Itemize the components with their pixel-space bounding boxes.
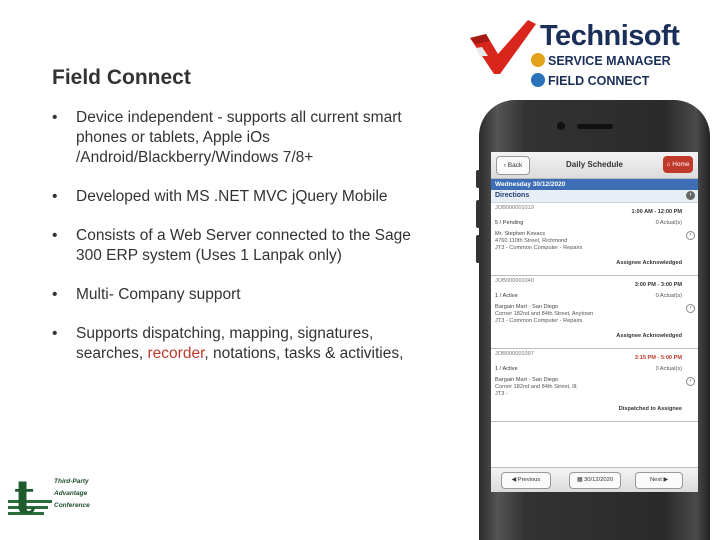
- phone-camera-icon: [557, 122, 565, 130]
- job-customer: Mr. Stephen Kovacs: [495, 231, 546, 237]
- field-connect-label: [548, 74, 649, 88]
- job-state: Assignee Acknowledged: [616, 333, 682, 339]
- job-state: Dispatched to Assignee: [618, 406, 682, 412]
- field-connect-text: FIELD CONNECT: [548, 74, 650, 88]
- next-button[interactable]: [635, 472, 683, 489]
- previous-button[interactable]: [501, 472, 551, 489]
- job-address: Corner 182nd and 84th Street, Ill;: [495, 384, 578, 390]
- phone-volume-up: [476, 200, 480, 228]
- bullet-developed-with: • Developed with MS .NET MVC jQuery Mobile: [52, 187, 412, 207]
- date-picker-button[interactable]: [569, 472, 621, 489]
- job-actuals: 0 Actual(s): [655, 366, 682, 372]
- home-icon: ⌂: [666, 161, 673, 168]
- field-connect-badge-icon: [531, 73, 545, 87]
- conf-line-2: Advantage: [54, 490, 88, 497]
- job-open-icon[interactable]: ›: [686, 231, 695, 240]
- home-button[interactable]: [663, 156, 693, 173]
- job-type: JT3 -: [495, 391, 508, 397]
- job-actuals: 0 Actual(s): [655, 220, 682, 226]
- job-item[interactable]: [491, 276, 698, 349]
- job-address: 4760 110th Street, Richmond: [495, 238, 568, 244]
- service-manager-label: [548, 54, 671, 68]
- bullet-multi-company: • Multi- Company support: [52, 285, 412, 305]
- technisoft-logo: [468, 14, 698, 94]
- job-item[interactable]: [491, 203, 698, 276]
- pager-bar: [491, 467, 698, 492]
- job-id: JOB000001019: [495, 205, 534, 211]
- job-customer: Bargain Mart - San Diego: [495, 304, 559, 310]
- directions-arrow-icon: ›: [686, 191, 695, 200]
- phone-volume-down: [476, 235, 480, 263]
- conf-line-3: Conference: [54, 502, 90, 509]
- phone-speaker: [577, 124, 613, 129]
- bullet-list: [52, 108, 412, 364]
- bullet-device-independent: • Device independent - supports all current smart phones or tablets, Apple iOs /Android/Blackberry/Windows 7/8+: [52, 108, 412, 168]
- service-manager-badge-icon: [531, 53, 545, 67]
- phone-screen: [491, 152, 698, 492]
- bullet-supports-tail: , notations, tasks & activities,: [204, 345, 404, 362]
- date-header: Wednesday 30/12/2020: [491, 179, 698, 190]
- home-label: Home: [672, 161, 690, 168]
- date-label: 30/12/2020: [584, 477, 614, 483]
- job-customer: Bargain Mart - San Diego: [495, 377, 559, 383]
- job-time: 3:15 PM - 5:00 PM: [634, 355, 682, 361]
- job-address: Corner 182nd and 84th Street, Anytown: [495, 311, 594, 317]
- slide-title: Field Connect: [52, 66, 191, 89]
- conference-logo: [4, 470, 124, 532]
- bullet-supports-text: Supports dispatching, mapping, signatures, searches,: [76, 325, 374, 362]
- brand-name: Technisoft: [540, 20, 680, 52]
- service-manager-text: SERVICE MANAGER: [548, 54, 671, 68]
- job-status: 1 / Active: [495, 366, 518, 372]
- calendar-icon: ▦: [576, 477, 585, 483]
- directions-row[interactable]: [491, 190, 698, 203]
- page-title: Daily Schedule: [566, 160, 623, 169]
- job-time: 1:00 AM - 12:00 PM: [631, 209, 682, 215]
- bullet-supports: [52, 324, 412, 364]
- job-status: 1 / Active: [495, 293, 518, 299]
- conf-t-mark-icon: t: [14, 470, 36, 524]
- bullet-supports-highlight: recorder: [147, 345, 205, 362]
- job-id: JOB000001040: [495, 278, 534, 284]
- job-open-icon[interactable]: ›: [686, 377, 695, 386]
- directions-label: Directions: [495, 192, 530, 199]
- back-chevron-icon: ‹: [503, 162, 508, 169]
- job-actuals: 0 Actual(s): [655, 293, 682, 299]
- prev-arrow-icon: ◀: [511, 477, 518, 483]
- next-label: Next: [650, 477, 662, 483]
- job-type: JT3 - Common Computer - Repairs: [495, 318, 583, 324]
- job-item[interactable]: [491, 349, 698, 422]
- conf-line-1: Third-Party: [54, 478, 89, 485]
- next-arrow-icon: ▶: [661, 477, 668, 483]
- phone-mockup: [479, 100, 710, 540]
- previous-label: Previous: [517, 477, 541, 483]
- job-id: JOB000001097: [495, 351, 534, 357]
- technisoft-check-icon: [468, 14, 538, 80]
- job-time: 3:00 PM - 3:00 PM: [634, 282, 682, 288]
- phone-mute-switch: [476, 170, 480, 188]
- job-status: 5 / Pending: [495, 220, 524, 226]
- bullet-web-server: • Consists of a Web Server connected to the Sage 300 ERP system (Uses 1 Lanpak only): [52, 226, 412, 266]
- job-type: JT3 - Common Computer - Repairs: [495, 245, 583, 251]
- job-state: Assignee Acknowledged: [616, 260, 682, 266]
- job-open-icon[interactable]: ›: [686, 304, 695, 313]
- back-label: Back: [507, 162, 523, 169]
- app-header: [491, 152, 698, 179]
